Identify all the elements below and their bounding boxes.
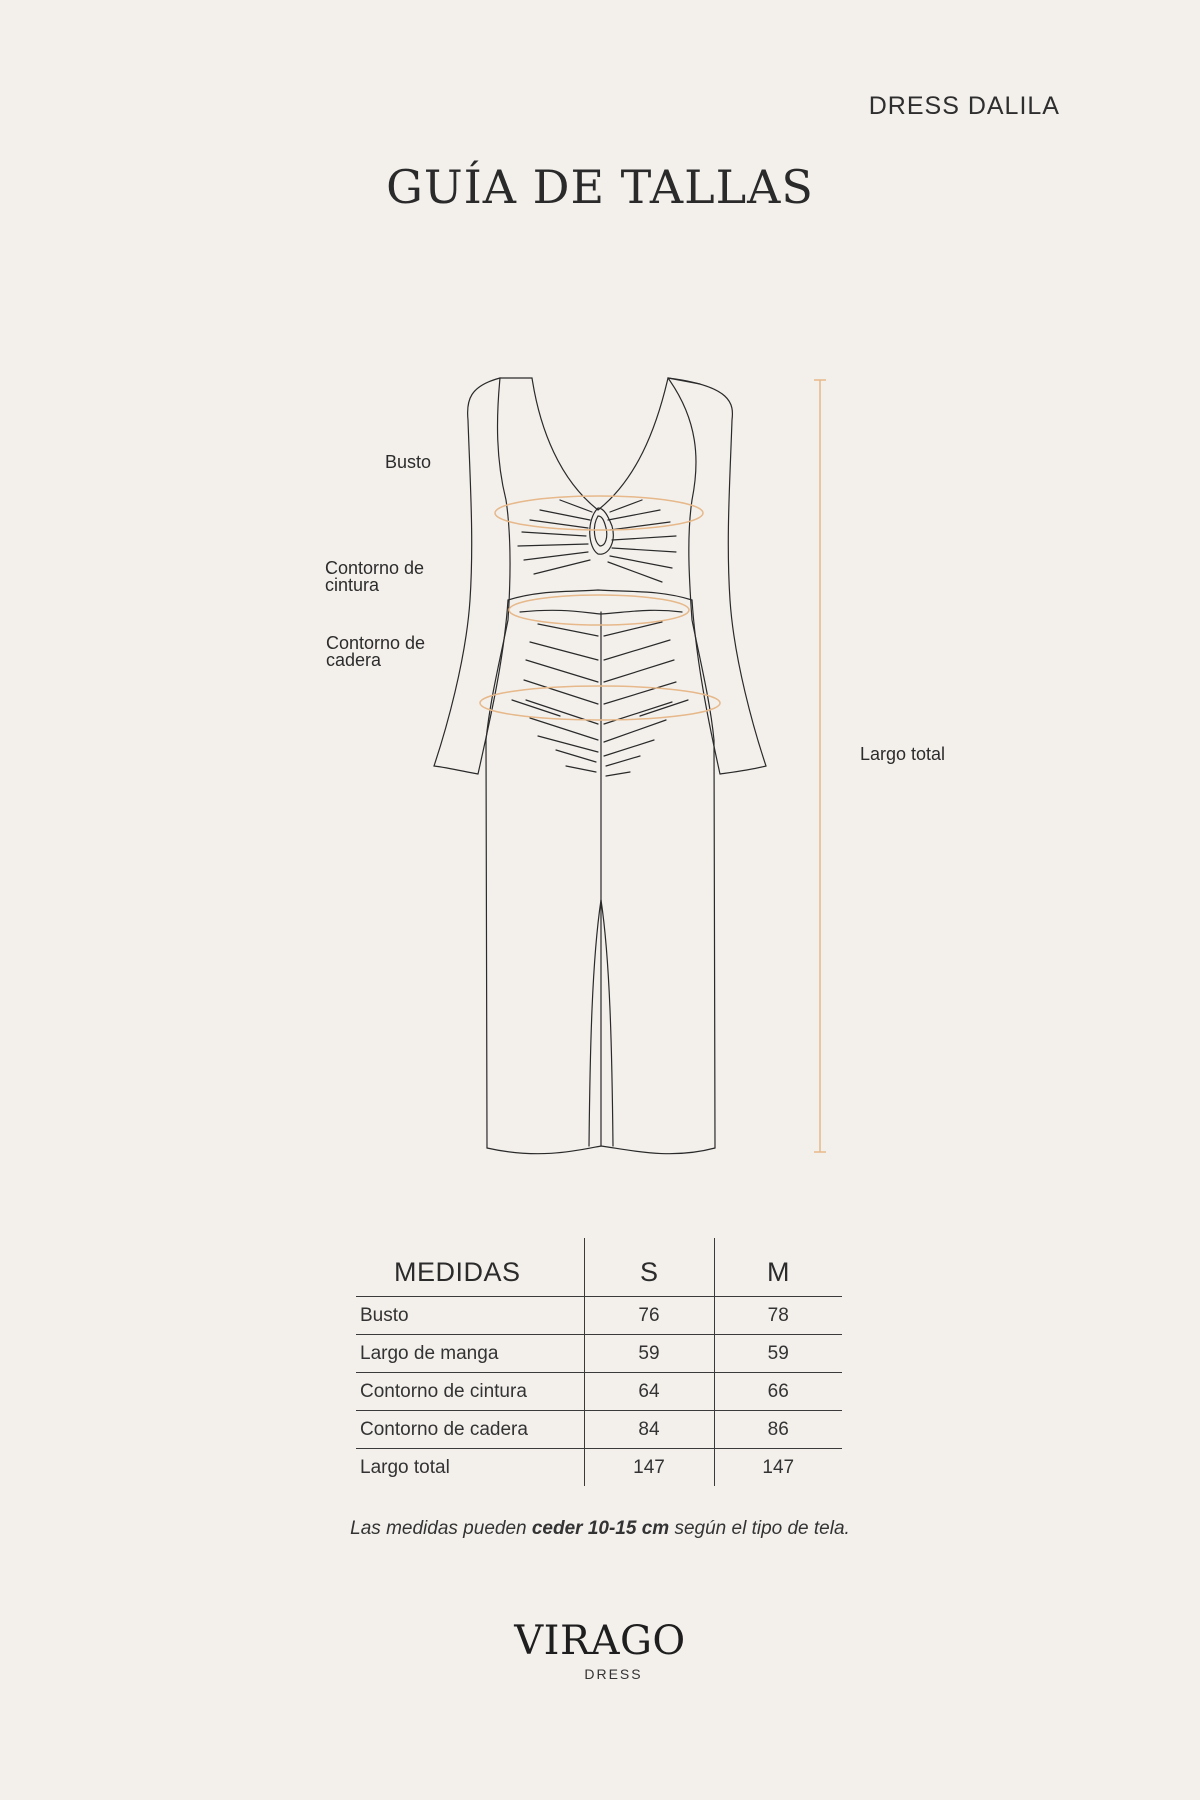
note-bold: ceder 10-15 cm xyxy=(531,1518,670,1539)
cell-value: 64 xyxy=(584,1373,714,1411)
row-label: Largo de manga xyxy=(356,1335,584,1373)
waist-label xyxy=(325,560,465,594)
measures-header: MEDIDAS xyxy=(394,1257,521,1287)
table-row xyxy=(356,1449,842,1487)
cell-value: 76 xyxy=(584,1297,714,1335)
size-table-header xyxy=(356,1238,842,1297)
size-header-m: M xyxy=(714,1238,842,1297)
row-label: Contorno de cadera xyxy=(356,1411,584,1449)
brand-logo: VIRAGO xyxy=(514,1618,686,1664)
size-header-s: S xyxy=(584,1238,714,1297)
hip-label-line2: cadera xyxy=(326,650,382,670)
cell-value: 147 xyxy=(584,1449,714,1487)
fit-note xyxy=(0,1518,1200,1540)
row-label: Contorno de cintura xyxy=(356,1373,584,1411)
cell-value: 86 xyxy=(714,1411,842,1449)
note-prefix: Las medidas pueden xyxy=(350,1518,532,1539)
cell-value: 147 xyxy=(714,1449,842,1487)
note-suffix: según el tipo de tela. xyxy=(669,1518,850,1539)
waist-label-line1: Contorno de xyxy=(325,558,425,578)
cell-value: 66 xyxy=(714,1373,842,1411)
cell-value: 84 xyxy=(584,1411,714,1449)
hip-label-line1: Contorno de xyxy=(326,633,426,653)
row-label: Busto xyxy=(356,1297,584,1335)
row-label: Largo total xyxy=(356,1449,584,1487)
hip-label xyxy=(326,635,466,669)
table-row xyxy=(356,1297,842,1335)
page-title: GUÍA DE TALLAS xyxy=(386,160,814,214)
cell-value: 59 xyxy=(584,1335,714,1373)
brand-subtitle: DRESS xyxy=(584,1666,643,1682)
total-length-label: Largo total xyxy=(860,744,946,764)
waist-label-line2: cintura xyxy=(325,575,380,595)
cell-value: 78 xyxy=(714,1297,842,1335)
product-name: DRESS DALILA xyxy=(868,92,1060,120)
table-row xyxy=(356,1335,842,1373)
cell-value: 59 xyxy=(714,1335,842,1373)
table-row xyxy=(356,1373,842,1411)
table-row xyxy=(356,1411,842,1449)
size-table xyxy=(356,1238,842,1486)
bust-label: Busto xyxy=(384,452,431,472)
